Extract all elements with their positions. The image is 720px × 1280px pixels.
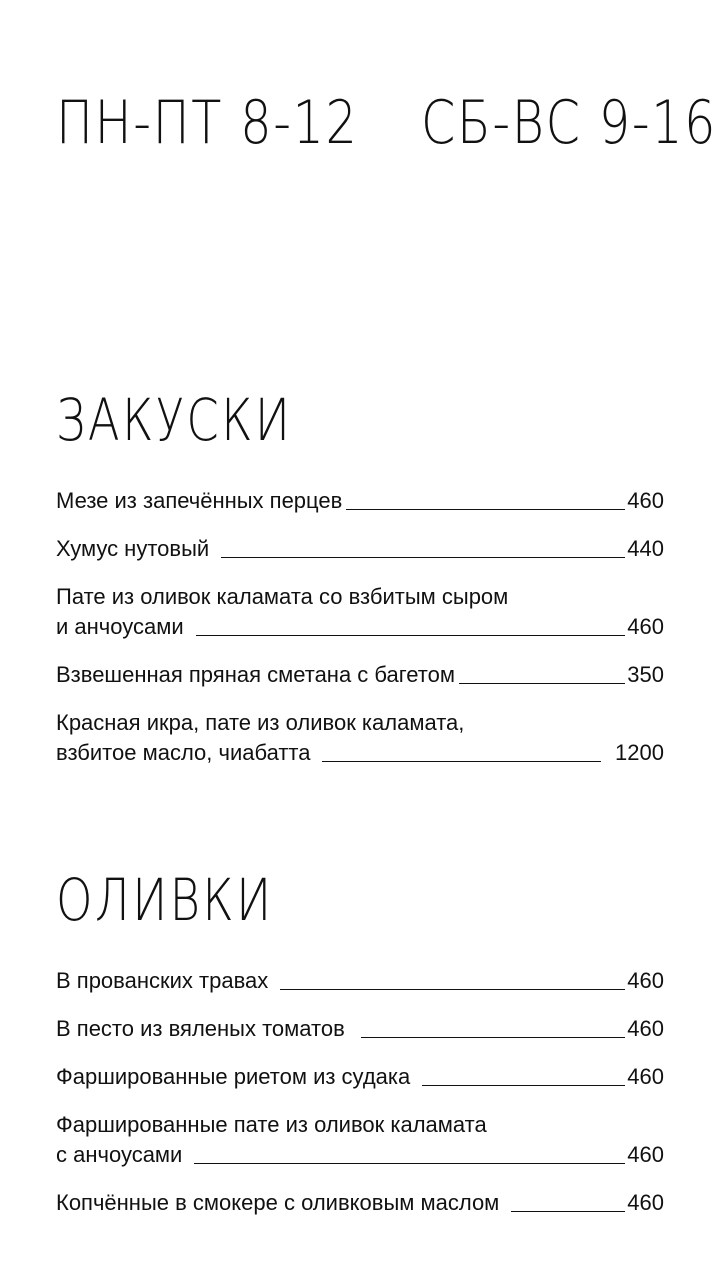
menu-item (56, 486, 664, 516)
menu-item-price: 1200 (615, 740, 664, 765)
dotted-leader (346, 508, 625, 510)
menu-item-name: Красная икра, пате из оливок каламата, (56, 710, 465, 735)
menu-item-name: Фаршированные пате из оливок каламата (56, 1112, 487, 1137)
section-title-olives: ОЛИВКИ (56, 866, 274, 934)
menu-item (56, 1188, 664, 1218)
menu-item-price: 440 (627, 536, 664, 561)
menu-item (56, 582, 664, 642)
menu-item (56, 534, 664, 564)
dotted-leader (196, 634, 626, 636)
hours-weekdays: ПН-ПТ 8-12 (56, 88, 359, 158)
menu-item-name: Мезе из запечённых перцев (56, 488, 343, 513)
menu-item-name: Взвешенная пряная сметана с багетом (56, 662, 455, 687)
menu-item-price: 460 (627, 614, 664, 639)
menu-item-price: 350 (627, 662, 664, 687)
dotted-leader (422, 1084, 625, 1086)
menu-item (56, 1014, 664, 1044)
menu-item-price: 460 (627, 1064, 664, 1089)
menu-item (56, 1062, 664, 1092)
menu-item-name: В песто из вяленых томатов (56, 1016, 345, 1041)
dotted-leader (361, 1036, 625, 1038)
menu-item-name: Фаршированные риетом из судака (56, 1064, 411, 1089)
menu-list-olives (56, 966, 664, 1236)
menu-item-name-cont: с анчоусами (56, 1142, 183, 1167)
dotted-leader (322, 760, 601, 762)
dotted-leader (194, 1162, 625, 1164)
menu-item-price: 460 (627, 1142, 664, 1167)
menu-item-price: 460 (627, 488, 664, 513)
menu-item-name: В прованских травах (56, 968, 269, 993)
dotted-leader (459, 682, 625, 684)
menu-item (56, 966, 664, 996)
dotted-leader (511, 1210, 625, 1212)
menu-item (56, 1110, 664, 1170)
menu-item-price: 460 (627, 1190, 664, 1215)
menu-item-price: 460 (627, 1016, 664, 1041)
opening-hours (56, 78, 718, 168)
menu-item (56, 708, 664, 768)
section-title-appetizers: ЗАКУСКИ (56, 386, 293, 454)
menu-item (56, 660, 664, 690)
dotted-leader (221, 556, 625, 558)
dotted-leader (280, 988, 625, 990)
menu-item-name: Хумус нутовый (56, 536, 210, 561)
menu-list-appetizers (56, 486, 664, 786)
menu-item-name: Копчённые в смокере с оливковым маслом (56, 1190, 500, 1215)
menu-item-name-cont: взбитое масло, чиабатта (56, 740, 311, 765)
hours-weekend: СБ-ВС 9-16 (420, 88, 718, 158)
menu-item-name: Пате из оливок каламата со взбитым сыром (56, 584, 509, 609)
menu-item-price: 460 (627, 968, 664, 993)
menu-item-name-cont: и анчоусами (56, 614, 184, 639)
